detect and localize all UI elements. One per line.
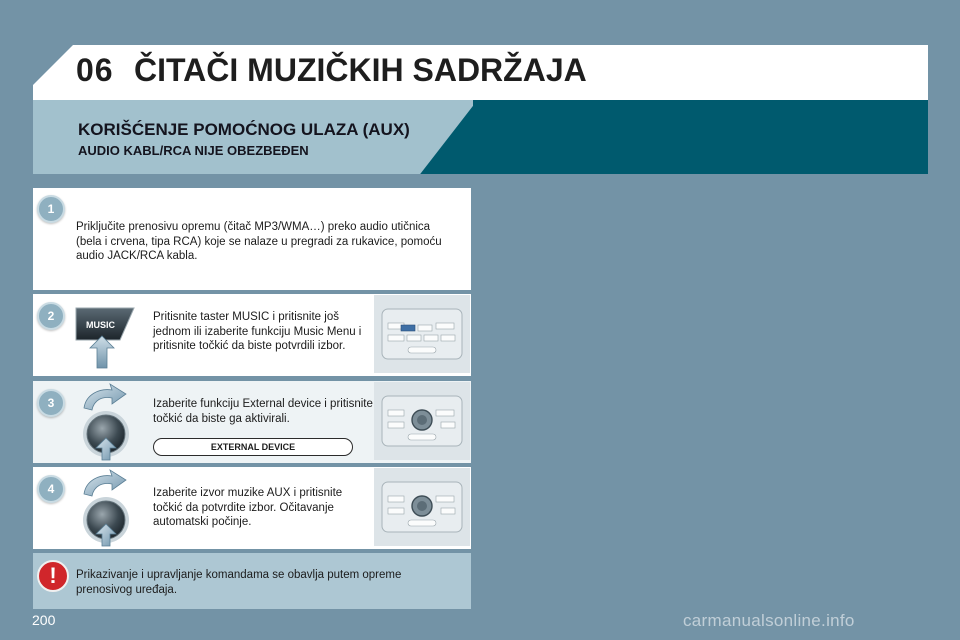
radio-panel-icon — [374, 295, 470, 373]
step-4-badge: 4 — [37, 475, 65, 503]
step-2-text: Pritisnite taster MUSIC i pritisnite još jednom ili izaberite funkciju Music Menu i pritisnite točkić da biste potvrdili izbor. — [153, 311, 362, 352]
external-device-display: EXTERNAL DEVICE — [153, 438, 353, 456]
step-3-radio-illustration — [374, 382, 470, 460]
section-subtitle: AUDIO KABL/RCA NIJE OBEZBEĐEN — [78, 143, 309, 158]
watermark: carmanualsonline.info — [683, 611, 855, 630]
step-3-text: Izaberite funkciju External device i pritisnite točkić da biste ga aktivirali. — [153, 398, 373, 425]
music-button-label: MUSIC — [86, 320, 115, 330]
step-1-text: Priključite prenosivu opremu (čitač MP3/WMA…) preko audio utičnica (bela i crvena, tipa RCA) koje se nalaze u pregradi za rukavice, pomoću audio JACK/RCA kabla. — [76, 221, 442, 262]
step-4-text: Izaberite izvor muzike AUX i pritisnite točkić da potvrdite izbor. Očitavanje automatski počinje. — [153, 487, 343, 528]
step-3-badge: 3 — [37, 389, 65, 417]
radio-panel-icon — [374, 382, 470, 460]
step-2-badge: 2 — [37, 302, 65, 330]
rotary-knob-icon — [76, 468, 138, 548]
step-2-radio-illustration — [374, 295, 470, 373]
music-button-icon — [72, 304, 138, 370]
section-title: KORIŠĆENJE POMOĆNOG ULAZA (AUX) — [78, 120, 410, 139]
radio-panel-icon — [374, 468, 470, 546]
chapter-number: 06 — [76, 52, 114, 88]
note-text: Prikazivanje i upravljanje komandama se obavlja putem opreme prenosivog uređaja. — [76, 569, 402, 596]
step-1-badge: 1 — [37, 195, 65, 223]
warning-icon: ! — [37, 560, 69, 592]
rotary-knob-icon — [76, 382, 138, 462]
step-4-radio-illustration — [374, 468, 470, 546]
page-number: 200 — [32, 612, 56, 628]
chapter-title: ČITAČI MUZIČKIH SADRŽAJA — [134, 52, 587, 88]
